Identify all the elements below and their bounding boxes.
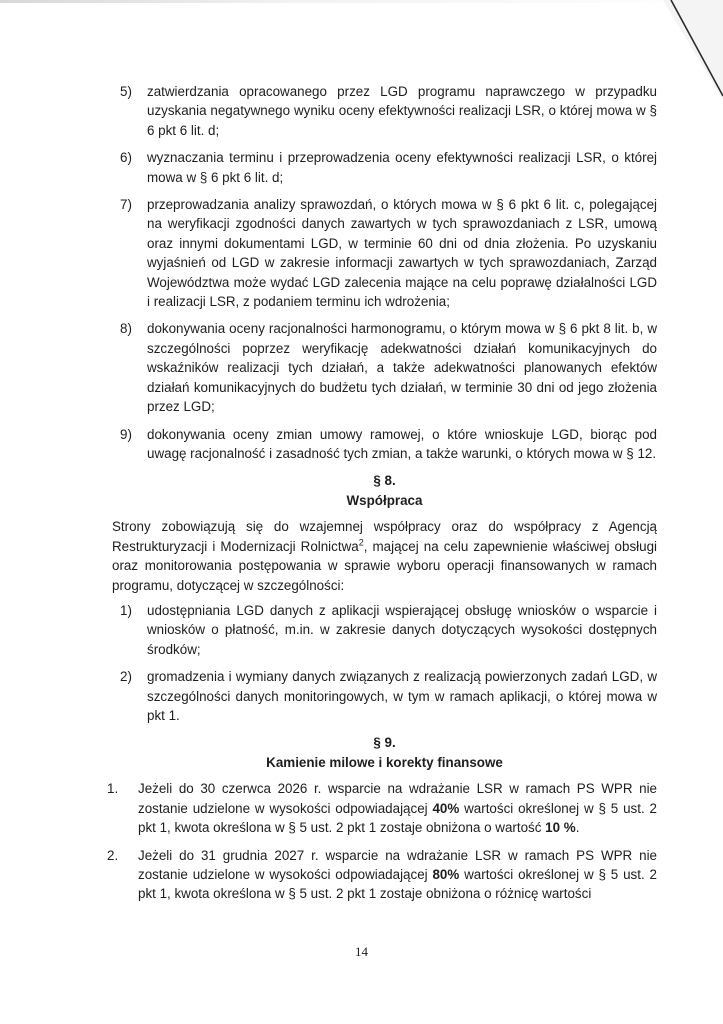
section-title: Współpraca bbox=[346, 493, 423, 509]
list-item bbox=[112, 601, 657, 659]
list-item-text: przeprowadzania analizy sprawozdań, o których mowa w § 6 pkt 6 lit. c, polegającej na weryfikacji zgodności danych zawartych w tych sprawozdaniach z LSR, umową oraz innymi dokumentami LGD, w terminie 60 dni od dnia złożenia. Po uzyskaniu wyjaśnień od LGD w zakresie informacji zawartych w tych sprawozdaniach, Zarząd Województwa może wydać LGD zalecenia mające na celu poprawę działalności LGD i realizacji LSR, z podaniem terminu ich wdrożenia; bbox=[147, 197, 657, 310]
list-item-number: 2. bbox=[107, 847, 119, 863]
list-item-number: 2) bbox=[120, 669, 132, 685]
page-corner-fold bbox=[663, 0, 723, 100]
list-item-text: dokonywania oceny zmian umowy ramowej, o które wnioskuje LGD, biorąc pod uwagę racjonalność i zasadność tych zmian, a także warunki, o których mowa w § 12. bbox=[147, 426, 657, 461]
list-item-text: zatwierdzania opracowanego przez LGD programu naprawczego w przypadku uzyskania negatywnego wyniku oceny efektywności realizacji LSR, o której mowa w § 6 pkt 6 lit. d; bbox=[147, 84, 657, 138]
list-item-text: wartości określonej w § 5 ust. 2 pkt 1, kwota określona w § 5 ust. 2 pkt 1 zostaje obniżona o wartość bbox=[138, 800, 657, 836]
section-8-intro bbox=[112, 517, 657, 595]
bold-percentage: 80% bbox=[432, 867, 460, 882]
list-item-number: 1) bbox=[120, 602, 132, 618]
bold-percentage: 40% bbox=[432, 800, 460, 816]
list-item-text: wartości określonej w § 5 ust. 2 pkt 1, kwota określona w § 5 ust. 2 pkt 1 zostaje obniżona o różnicę wartości bbox=[138, 867, 657, 902]
list-item-text: gromadzenia i wymiany danych związanych z realizacją powierzonych zadań LGD, w szczególności danych monitoringowych, w tym w ramach aplikacji, o której mowa w pkt 1. bbox=[147, 669, 657, 723]
section-9-heading bbox=[112, 733, 657, 773]
list-item-text: udostępniania LGD danych z aplikacji wspierającej obsługę wniosków o wsparcie i wniosków o płatność, m.in. w zakresie danych dotyczących wysokości dostępnych środków; bbox=[147, 602, 657, 657]
list-item-number: 7) bbox=[120, 197, 132, 213]
section-number: § 9. bbox=[373, 735, 396, 751]
list-item-number: 6) bbox=[120, 150, 132, 166]
list-item bbox=[112, 319, 657, 416]
list-item-text: Jeżeli do 31 grudnia 2027 r. wsparcie na wdrażanie LSR w ramach PS WPR nie zostanie udzielone w wysokości odpowiadającej bbox=[138, 847, 657, 882]
list-section7-continued bbox=[112, 82, 657, 463]
footnote-reference: 2 bbox=[358, 537, 364, 548]
list-item bbox=[112, 425, 657, 464]
intro-text: Strony zobowiązują się do wzajemnej współpracy oraz do współpracy z Agencją Restrukturyzacji i Modernizacji Rolnictwa bbox=[112, 519, 657, 554]
intro-text-continued: , mającej na celu zapewnienie właściwej obsługi oraz monitorowania postępowania w sprawie wyboru operacji finansowanych w ramach programu, dotyczącej w szczególności: bbox=[112, 538, 657, 593]
list-item-number: 9) bbox=[120, 426, 132, 442]
list-item-text: wyznaczania terminu i przeprowadzenia oceny efektywności realizacji LSR, o której mowa w § 6 pkt 6 lit. d; bbox=[147, 150, 657, 185]
section-8-heading bbox=[112, 471, 657, 511]
list-item bbox=[112, 195, 657, 311]
list-item bbox=[112, 82, 657, 140]
list-item-text: Jeżeli do 30 czerwca 2026 r. wsparcie na wdrażanie LSR w ramach PS WPR nie zostanie udzielone w wysokości odpowiadającej bbox=[138, 781, 657, 816]
list-item bbox=[107, 846, 657, 904]
section-number: § 8. bbox=[373, 473, 396, 489]
list-item-number: 1. bbox=[107, 781, 119, 797]
section-title: Kamienie milowe i korekty finansowe bbox=[266, 755, 503, 771]
list-item-text: . bbox=[575, 820, 580, 836]
list-item-number: 5) bbox=[120, 84, 132, 99]
list-item-number: 8) bbox=[120, 321, 132, 337]
list-item bbox=[112, 667, 657, 725]
list-item bbox=[112, 148, 657, 187]
document-body bbox=[107, 82, 657, 912]
list-section8 bbox=[112, 601, 657, 725]
list-section9 bbox=[107, 779, 657, 903]
bold-percentage: 10 % bbox=[545, 820, 576, 836]
page-number: 14 bbox=[355, 944, 368, 959]
list-item-text: dokonywania oceny racjonalności harmonogramu, o którym mowa w § 6 pkt 8 lit. b, w szczególności poprzez weryfikację adekwatności działań komunikacyjnych do wskaźników realizacji tych działań, a także adekwatności planowanych efektów działań komunikacyjnych do budżetu tych działań, w terminie 30 dni od jego złożenia przez LGD; bbox=[147, 321, 657, 415]
scan-top-edge bbox=[0, 0, 723, 3]
list-item bbox=[107, 779, 657, 837]
